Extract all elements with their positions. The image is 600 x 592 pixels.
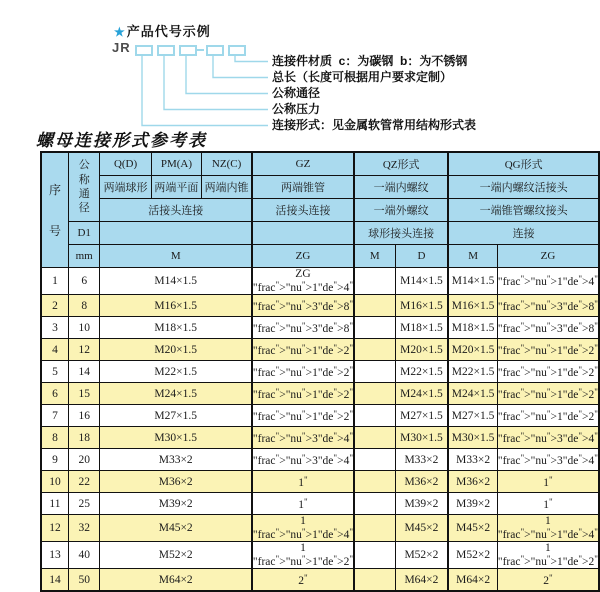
cell-gz: "frac">"nu">3"de">8" xyxy=(252,295,354,317)
cell-gz: 1 "frac">"nu">1"de">2" xyxy=(252,542,354,568)
cell-qz-d: M64×2 xyxy=(395,569,448,592)
cell-qg-zg: 1 "frac">"nu">1"de">4" xyxy=(497,515,598,541)
nut-connection-table xyxy=(40,151,600,592)
table-row xyxy=(41,405,599,427)
cell-qz-m xyxy=(354,295,395,317)
cell-qg-m: M20×1.5 xyxy=(448,339,497,361)
col-nz-header: NZ(C) xyxy=(202,152,252,176)
table-row xyxy=(41,515,599,542)
cell-dn: 6 xyxy=(68,268,100,295)
cell-qz-m xyxy=(354,471,395,493)
cell-qg-zg: "frac">"nu">3"de">4" xyxy=(497,449,599,471)
table-header xyxy=(41,152,599,268)
cell-dn: 18 xyxy=(68,427,100,449)
cell-qz-m xyxy=(354,361,395,383)
cell-m: M24×1.5 xyxy=(100,383,252,405)
connector-line xyxy=(164,54,268,110)
table-row xyxy=(41,542,599,569)
cell-m: M64×2 xyxy=(100,569,252,592)
cell-qg-m: M39×2 xyxy=(448,493,497,515)
cell-gz: "frac">"nu">3"de">8" xyxy=(252,317,354,339)
cell-dn: 14 xyxy=(68,361,100,383)
cell-qg-zg: "frac">"nu">1"de">2" xyxy=(497,339,599,361)
cell-qz-m xyxy=(354,427,395,449)
qg-desc2: 一端锥管螺纹接头 xyxy=(448,199,599,222)
d1-header: D1 xyxy=(68,222,100,245)
qg-zg-header: ZG xyxy=(497,245,599,268)
cell-dn: 8 xyxy=(68,295,100,317)
cell-qz-d: M33×2 xyxy=(395,449,448,471)
table-title: 螺母连接形式参考表 xyxy=(36,131,207,150)
cell-qg-zg: "frac">"nu">1"de">2" xyxy=(497,361,599,383)
cell-qg-zg: "frac">"nu">1"de">2" xyxy=(497,405,599,427)
code-prefix: JR xyxy=(112,40,131,55)
label-diameter: 公称通径 xyxy=(272,86,321,100)
cell-gz: 2" xyxy=(252,569,354,592)
cell-qg-zg: "frac">"nu">1"de">4" xyxy=(497,268,599,295)
cell-no: 3 xyxy=(41,317,68,339)
pm-desc: 两端平面 xyxy=(151,176,202,199)
cell-m: M27×1.5 xyxy=(100,405,252,427)
connector-line xyxy=(186,54,268,94)
cell-qz-m xyxy=(354,493,395,515)
cell-dn: 10 xyxy=(68,317,100,339)
cell-qg-zg: 1" xyxy=(497,493,599,515)
cell-qg-m: M45×2 xyxy=(448,515,497,542)
table-row xyxy=(41,361,599,383)
gz-desc: 两端锥管 xyxy=(252,176,354,199)
cell-m: M30×1.5 xyxy=(100,427,252,449)
empty-cell xyxy=(100,222,252,245)
cell-dn: 22 xyxy=(68,471,100,493)
cell-no: 6 xyxy=(41,383,68,405)
cell-gz: 1" xyxy=(252,493,354,515)
cell-no: 11 xyxy=(41,493,68,515)
qz-d-header: D xyxy=(395,245,448,268)
cell-m: M36×2 xyxy=(100,471,252,493)
cell-qz-m xyxy=(354,515,395,542)
qz-desc1: 一端内螺纹 xyxy=(354,176,448,199)
gz-zg-header: ZG xyxy=(252,245,354,268)
cell-no: 14 xyxy=(41,569,68,592)
cell-no: 5 xyxy=(41,361,68,383)
cell-qz-d: M52×2 xyxy=(395,542,448,569)
col-index-header: 序 号 xyxy=(41,152,68,268)
cell-qz-m xyxy=(354,405,395,427)
cell-qz-m xyxy=(354,339,395,361)
table-row xyxy=(41,317,599,339)
connector-line xyxy=(213,54,268,78)
star-icon: ★ xyxy=(114,25,126,39)
qg-m-header: M xyxy=(448,245,497,268)
col-gz-header: GZ xyxy=(252,152,354,176)
cell-no: 9 xyxy=(41,449,68,471)
cell-gz: 1" xyxy=(252,471,354,493)
qz-desc2: 一端外螺纹 xyxy=(354,199,448,222)
cell-qg-m: M33×2 xyxy=(448,449,497,471)
cell-qg-m: M16×1.5 xyxy=(448,295,497,317)
connector-line xyxy=(235,54,268,62)
cell-qg-zg: "frac">"nu">1"de">2" xyxy=(497,383,599,405)
cell-gz: 1 "frac">"nu">1"de">4" xyxy=(252,515,354,541)
col-qz-header: QZ形式 xyxy=(354,152,448,176)
qg-desc3: 连接 xyxy=(448,222,599,245)
cell-qz-d: M36×2 xyxy=(395,471,448,493)
cell-qz-m xyxy=(354,449,395,471)
qg-desc1: 一端内螺纹活接头 xyxy=(448,176,599,199)
cell-qz-d: M18×1.5 xyxy=(395,317,448,339)
cell-no: 12 xyxy=(41,515,68,542)
col-pm-header: PM(A) xyxy=(151,152,202,176)
cell-dn: 15 xyxy=(68,383,100,405)
cell-m: M22×1.5 xyxy=(100,361,252,383)
label-material: 连接件材质 c：为碳钢 b：为不锈钢 xyxy=(272,54,468,68)
cell-qz-d: M45×2 xyxy=(395,515,448,542)
cell-m: M16×1.5 xyxy=(100,295,252,317)
cell-m: M14×1.5 xyxy=(100,268,252,295)
cell-qz-d: M30×1.5 xyxy=(395,427,448,449)
cell-no: 10 xyxy=(41,471,68,493)
cell-qz-m xyxy=(354,317,395,339)
cell-dn: 32 xyxy=(68,515,100,542)
table-row xyxy=(41,427,599,449)
table-row xyxy=(41,383,599,405)
cell-gz: "frac">"nu">3"de">4" xyxy=(252,449,354,471)
cell-no: 13 xyxy=(41,542,68,569)
cell-gz: ZG "frac">"nu">1"de">4" xyxy=(252,268,354,294)
cell-qg-m: M52×2 xyxy=(448,542,497,569)
cell-no: 4 xyxy=(41,339,68,361)
col-dn-header: 公 称 通 径 xyxy=(68,152,100,222)
table-row xyxy=(41,569,599,592)
col-q-header: Q(D) xyxy=(100,152,151,176)
cell-qg-m: M27×1.5 xyxy=(448,405,497,427)
cell-qz-d: M27×1.5 xyxy=(395,405,448,427)
cell-no: 7 xyxy=(41,405,68,427)
cell-dn: 25 xyxy=(68,493,100,515)
cell-qg-zg: 2" xyxy=(497,569,599,592)
cell-m: M18×1.5 xyxy=(100,317,252,339)
cell-qg-m: M64×2 xyxy=(448,569,497,592)
cell-dn: 50 xyxy=(68,569,100,592)
table-row xyxy=(41,471,599,493)
cell-dn: 20 xyxy=(68,449,100,471)
table-row xyxy=(41,268,599,295)
qz-m-header: M xyxy=(354,245,395,268)
cell-qg-zg: "frac">"nu">3"de">8" xyxy=(497,295,599,317)
diagram-title-text: 产品代号示例 xyxy=(126,24,211,39)
cell-gz: "frac">"nu">1"de">2" xyxy=(252,339,354,361)
cell-qz-m xyxy=(354,268,395,295)
label-length: 总长（长度可根据用户要求定制） xyxy=(272,70,453,84)
nz-desc: 两端内锥 xyxy=(202,176,252,199)
cell-gz: "frac">"nu">3"de">4" xyxy=(252,427,354,449)
cell-no: 1 xyxy=(41,268,68,295)
cell-dn: 16 xyxy=(68,405,100,427)
cell-m: M33×2 xyxy=(100,449,252,471)
cell-gz: "frac">"nu">1"de">2" xyxy=(252,361,354,383)
col-qg-header: QG形式 xyxy=(448,152,599,176)
cell-no: 8 xyxy=(41,427,68,449)
table-row xyxy=(41,449,599,471)
cell-qz-d: M39×2 xyxy=(395,493,448,515)
cell-dn: 12 xyxy=(68,339,100,361)
table-row xyxy=(41,493,599,515)
gz-union: 活接头连接 xyxy=(252,199,354,222)
table-body xyxy=(41,268,599,592)
cell-qz-m xyxy=(354,569,395,592)
cell-qz-m xyxy=(354,383,395,405)
cell-qg-zg: "frac">"nu">3"de">4" xyxy=(497,427,599,449)
cell-dn: 40 xyxy=(68,542,100,569)
m-span-header: M xyxy=(100,245,252,268)
cell-qg-m: M14×1.5 xyxy=(448,268,497,295)
cell-qg-zg: 1 "frac">"nu">1"de">2" xyxy=(497,542,598,568)
cell-qg-m: M36×2 xyxy=(448,471,497,493)
table-row xyxy=(41,339,599,361)
cell-qg-m: M30×1.5 xyxy=(448,427,497,449)
cell-qz-m xyxy=(354,542,395,569)
cell-m: M20×1.5 xyxy=(100,339,252,361)
cell-qg-m: M22×1.5 xyxy=(448,361,497,383)
cell-m: M39×2 xyxy=(100,493,252,515)
qz-desc3: 球形接头连接 xyxy=(354,222,448,245)
cell-qz-d: M20×1.5 xyxy=(395,339,448,361)
cell-qz-d: M14×1.5 xyxy=(395,268,448,295)
cell-m: M45×2 xyxy=(100,515,252,542)
cell-qg-zg: "frac">"nu">3"de">8" xyxy=(497,317,599,339)
cell-qz-d: M22×1.5 xyxy=(395,361,448,383)
union-connection-span: 活接头连接 xyxy=(100,199,252,222)
q-desc: 两端球形 xyxy=(100,176,151,199)
cell-qg-m: M18×1.5 xyxy=(448,317,497,339)
cell-no: 2 xyxy=(41,295,68,317)
label-connection: 连接形式：见金属软管常用结构形式表 xyxy=(272,118,477,132)
empty-cell xyxy=(252,222,354,245)
cell-gz: "frac">"nu">1"de">2" xyxy=(252,405,354,427)
cell-m: M52×2 xyxy=(100,542,252,569)
cell-qz-d: M24×1.5 xyxy=(395,383,448,405)
cell-qz-d: M16×1.5 xyxy=(395,295,448,317)
connector-line xyxy=(142,54,268,126)
cell-gz: "frac">"nu">1"de">2" xyxy=(252,383,354,405)
cell-qg-zg: 1" xyxy=(497,471,599,493)
label-pressure: 公称压力 xyxy=(272,102,321,116)
mm-header: mm xyxy=(68,245,100,268)
cell-qg-m: M24×1.5 xyxy=(448,383,497,405)
table-row xyxy=(41,295,599,317)
